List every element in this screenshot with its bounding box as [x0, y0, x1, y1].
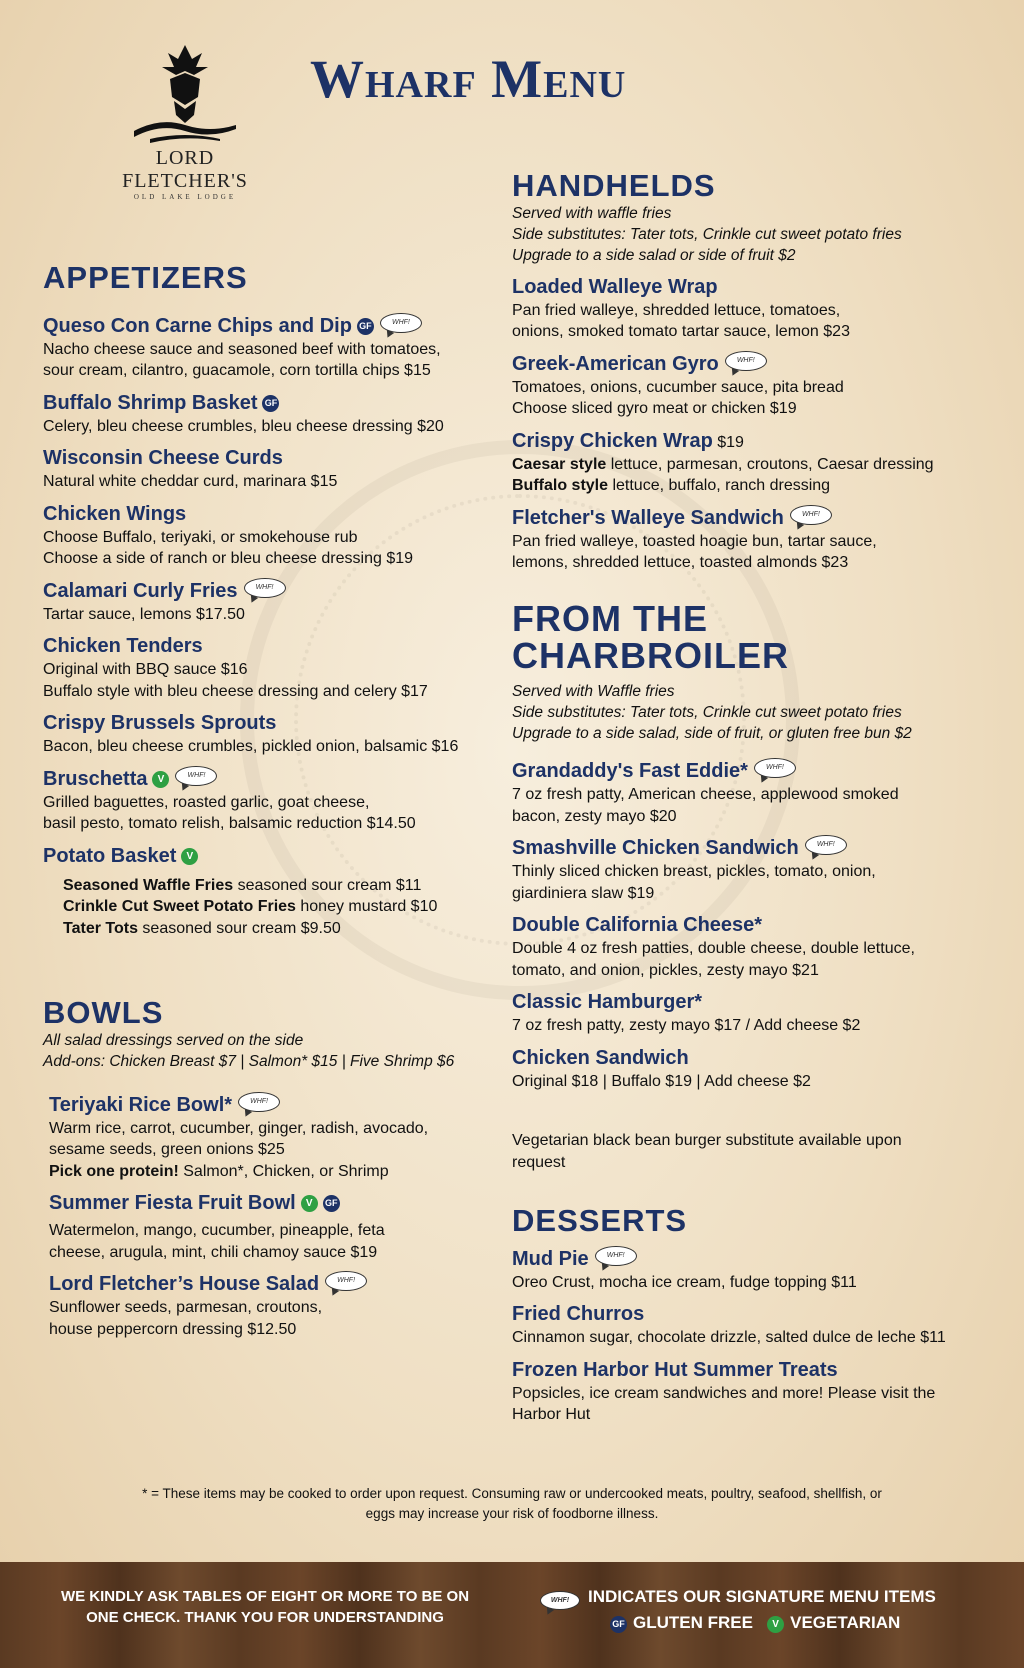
signature-icon: WHF! — [790, 505, 832, 525]
signature-icon: WHF! — [805, 835, 847, 855]
item-desc: Nacho cheese sauce and seasoned beef with tomatoes, sour cream, cilantro, guacamole, corn tortilla chips $15 — [43, 340, 441, 380]
item-desc: tomato, and onion, pickles, zesty mayo $21 — [512, 961, 819, 979]
item-desc: 7 oz fresh patty, American cheese, applewood smoked — [512, 786, 899, 804]
item-desc: sesame seeds, green onions $25 — [49, 1141, 285, 1159]
right-column — [512, 170, 982, 1426]
footer-bar — [0, 1562, 1024, 1668]
option-name: Tater Tots — [63, 919, 138, 937]
menu-item — [512, 1301, 982, 1349]
gluten-free-icon: GF — [262, 395, 279, 412]
signature-icon: WHF! — [595, 1246, 637, 1266]
menu-item — [512, 758, 982, 827]
item-desc: Celery, bleu cheese crumbles, bleu cheese dressing $20 — [43, 417, 444, 435]
item-name: Crispy Brussels Sprouts — [43, 712, 277, 735]
menu-item — [43, 501, 473, 570]
item-desc: Tartar sauce, lemons $17.50 — [43, 605, 245, 623]
option-desc: seasoned sour cream $11 — [233, 876, 422, 894]
list-item — [63, 896, 473, 918]
gluten-free-icon: GF — [357, 318, 374, 335]
legend-signature — [540, 1584, 1000, 1610]
item-name: Calamari Curly Fries — [43, 579, 238, 602]
item-desc: cheese, arugula, mint, chili chamoy sauce $19 — [49, 1243, 378, 1261]
charbroiler-note: Side substitutes: Tater tots, Crinkle cut sweet potato fries — [512, 704, 902, 722]
item-name: Double California Cheese* — [512, 914, 763, 937]
charbroiler-note: Upgrade to a side salad, side of fruit, or gluten free bun $2 — [512, 725, 912, 743]
menu-item — [512, 1045, 982, 1093]
notice-line: ONE CHECK. THANK YOU FOR UNDERSTANDING — [86, 1609, 444, 1626]
charbroiler-title-line: CHARBROILER — [512, 635, 789, 677]
signature-icon: WHF! — [725, 351, 767, 371]
vegetarian-icon: V — [301, 1195, 318, 1212]
desserts-title: DESSERTS — [512, 1203, 688, 1239]
allergy-footnote — [80, 1484, 944, 1524]
legend-label: GLUTEN FREE — [633, 1613, 753, 1632]
handhelds-note: Side substitutes: Tater tots, Crinkle cut sweet potato fries — [512, 225, 902, 243]
handhelds-note: Upgrade to a side salad or side of fruit $2 — [512, 246, 796, 264]
vegetarian-icon: V — [181, 848, 198, 865]
list-item — [63, 918, 473, 940]
item-name: Fried Churros — [512, 1303, 645, 1326]
footnote-line: eggs may increase your risk of foodborne illness. — [365, 1506, 659, 1521]
item-name: Queso Con Carne Chips and Dip — [43, 314, 352, 337]
item-desc: Sunflower seeds, parmesan, croutons, — [49, 1299, 323, 1317]
menu-item — [49, 1190, 473, 1263]
item-name: Frozen Harbor Hut Summer Treats — [512, 1358, 838, 1381]
large-party-notice — [55, 1586, 475, 1628]
item-desc: Pan fried walleye, shredded lettuce, tomatoes, — [512, 301, 841, 319]
menu-item — [512, 274, 982, 343]
item-desc — [512, 475, 982, 497]
gluten-free-icon: GF — [610, 1616, 627, 1633]
note-text: request — [512, 1153, 566, 1171]
protein-label: Pick one protein! — [49, 1162, 179, 1180]
menu-item — [512, 1357, 982, 1426]
item-desc: onions, smoked tomato tartar sauce, lemon $23 — [512, 323, 850, 341]
charbroiler-title-line: FROM THE — [512, 597, 708, 639]
signature-icon: WHF! — [540, 1591, 580, 1610]
legend-label: VEGETARIAN — [790, 1613, 901, 1632]
notice-line: WE KINDLY ASK TABLES OF EIGHT OR MORE TO BE ON — [60, 1588, 470, 1605]
item-desc: basil pesto, tomato relish, balsamic reduction $14.50 — [43, 815, 416, 833]
style-label: Buffalo style — [512, 477, 609, 495]
menu-item — [512, 428, 982, 497]
item-desc: Watermelon, mango, cucumber, pineapple, feta — [49, 1222, 385, 1240]
option-desc: honey mustard $10 — [295, 898, 438, 916]
menu-item — [43, 710, 473, 758]
item-name: Loaded Walleye Wrap — [512, 275, 718, 298]
item-desc: lemons, shredded lettuce, toasted almonds $23 — [512, 554, 849, 572]
menu-item — [512, 505, 982, 574]
item-desc: Harbor Hut — [512, 1406, 591, 1424]
item-desc: Grilled baguettes, roasted garlic, goat cheese, — [43, 793, 370, 811]
signature-icon: WHF! — [754, 758, 796, 778]
item-name: Lord Fletcher’s House Salad — [49, 1273, 320, 1296]
charbroiler-note: Served with Waffle fries — [512, 683, 675, 701]
item-desc: bacon, zesty mayo $20 — [512, 807, 677, 825]
menu-item — [512, 912, 982, 981]
menu-item — [512, 989, 982, 1037]
pineapple-logo-icon — [130, 45, 240, 145]
signature-icon: WHF! — [380, 313, 422, 333]
item-desc: Original $18 | Buffalo $19 | Add cheese $2 — [512, 1072, 811, 1090]
item-price: $19 — [712, 433, 744, 451]
item-desc: Popsicles, ice cream sandwiches and more! Please visit the — [512, 1384, 936, 1402]
item-name: Teriyaki Rice Bowl* — [49, 1093, 233, 1116]
signature-icon: WHF! — [244, 578, 286, 598]
menu-item — [49, 1092, 473, 1183]
menu-item — [43, 390, 473, 438]
menu-item — [43, 766, 473, 835]
item-name: Chicken Wings — [43, 502, 187, 525]
list-item — [63, 875, 473, 897]
option-name: Crinkle Cut Sweet Potato Fries — [63, 898, 296, 916]
item-name: Wisconsin Cheese Curds — [43, 447, 283, 470]
item-desc: Choose a side of ranch or bleu cheese dressing $19 — [43, 550, 414, 568]
appetizers-title: APPETIZERS — [43, 260, 248, 295]
menu-item — [512, 1246, 982, 1294]
item-desc: 7 oz fresh patty, zesty mayo $17 / Add cheese $2 — [512, 1017, 861, 1035]
option-name: Seasoned Waffle Fries — [63, 876, 234, 894]
item-name: Classic Hamburger* — [512, 991, 703, 1014]
item-name: Grandaddy's Fast Eddie* — [512, 760, 748, 783]
item-desc: Natural white cheddar curd, marinara $15 — [43, 473, 338, 491]
menu-item — [43, 445, 473, 493]
menu-item — [43, 843, 473, 940]
handhelds-note: Served with waffle fries — [512, 204, 672, 222]
logo-brand-text: LORD FLETCHER'S — [122, 147, 248, 192]
veg-burger-note — [512, 1130, 982, 1173]
style-desc: lettuce, parmesan, croutons, Caesar dressing — [606, 455, 934, 473]
logo — [100, 45, 270, 201]
legend-diet — [610, 1610, 1000, 1635]
potato-basket-options — [63, 875, 473, 940]
protein-options: Salmon*, Chicken, or Shrimp — [178, 1162, 389, 1180]
item-name: Crispy Chicken Wrap — [512, 429, 713, 452]
note-text: Vegetarian black bean burger substitute available upon — [512, 1132, 902, 1150]
item-name: Chicken Tenders — [43, 635, 203, 658]
page-title: Wharf Menu — [310, 49, 627, 109]
item-desc: Bacon, bleu cheese crumbles, pickled onion, balsamic $16 — [43, 738, 459, 756]
item-name: Potato Basket — [43, 844, 177, 867]
item-name: Chicken Sandwich — [512, 1046, 689, 1069]
option-desc: seasoned sour cream $9.50 — [137, 919, 341, 937]
vegetarian-icon: V — [152, 771, 169, 788]
bowls-title: BOWLS — [43, 995, 164, 1031]
signature-icon: WHF! — [325, 1271, 367, 1291]
item-desc: Pan fried walleye, toasted hoagie bun, tartar sauce, — [512, 532, 877, 550]
item-name: Smashville Chicken Sandwich — [512, 837, 799, 860]
item-desc — [512, 454, 982, 476]
gluten-free-icon: GF — [323, 1195, 340, 1212]
item-desc: giardiniera slaw $19 — [512, 884, 655, 902]
item-desc: Choose sliced gyro meat or chicken $19 — [512, 400, 797, 418]
menu-item — [49, 1271, 473, 1340]
menu-item — [43, 578, 473, 626]
charbroiler-title — [512, 597, 982, 677]
legend — [540, 1584, 1000, 1635]
bowls-note: All salad dressings served on the side — [43, 1031, 304, 1049]
item-desc: house peppercorn dressing $12.50 — [49, 1320, 297, 1338]
item-desc: Buffalo style with bleu cheese dressing and celery $17 — [43, 682, 428, 700]
vegetarian-icon: V — [767, 1616, 784, 1633]
style-label: Caesar style — [512, 455, 607, 473]
item-name: Mud Pie — [512, 1247, 589, 1270]
item-desc: Double 4 oz fresh patties, double cheese, double lettuce, — [512, 940, 915, 958]
signature-icon: WHF! — [175, 766, 217, 786]
item-desc: Warm rice, carrot, cucumber, ginger, radish, avocado, — [49, 1119, 429, 1137]
left-column — [43, 262, 473, 1340]
style-desc: lettuce, buffalo, ranch dressing — [608, 477, 831, 495]
item-desc: Tomatoes, onions, cucumber sauce, pita bread — [512, 378, 844, 396]
item-desc: Cinnamon sugar, chocolate drizzle, salted dulce de leche $11 — [512, 1329, 946, 1347]
item-name: Greek-American Gyro — [512, 352, 719, 375]
item-desc: Thinly sliced chicken breast, pickles, tomato, onion, — [512, 863, 876, 881]
item-name: Buffalo Shrimp Basket — [43, 391, 258, 414]
handhelds-title: HANDHELDS — [512, 168, 716, 203]
item-desc: Choose Buffalo, teriyaki, or smokehouse rub — [43, 528, 358, 546]
footnote-line: * = These items may be cooked to order upon request. Consuming raw or undercooked meats, poultry, seafood, shellfish, or — [142, 1486, 882, 1501]
item-name: Summer Fiesta Fruit Bowl — [49, 1192, 296, 1215]
item-name: Bruschetta — [43, 767, 148, 790]
menu-item — [512, 835, 982, 904]
menu-item — [512, 351, 982, 420]
item-desc: Original with BBQ sauce $16 — [43, 661, 248, 679]
legend-label: INDICATES OUR SIGNATURE MENU ITEMS — [588, 1587, 936, 1606]
item-desc: Oreo Crust, mocha ice cream, fudge topping $11 — [512, 1273, 857, 1291]
bowls-note: Add-ons: Chicken Breast $7 | Salmon* $15 | Five Shrimp $6 — [43, 1052, 455, 1070]
menu-item — [43, 313, 473, 382]
signature-icon: WHF! — [238, 1092, 280, 1112]
logo-sub-text: OLD LAKE LODGE — [133, 193, 237, 201]
menu-item — [43, 633, 473, 702]
item-name: Fletcher's Walleye Sandwich — [512, 506, 784, 529]
item-desc — [49, 1161, 473, 1183]
